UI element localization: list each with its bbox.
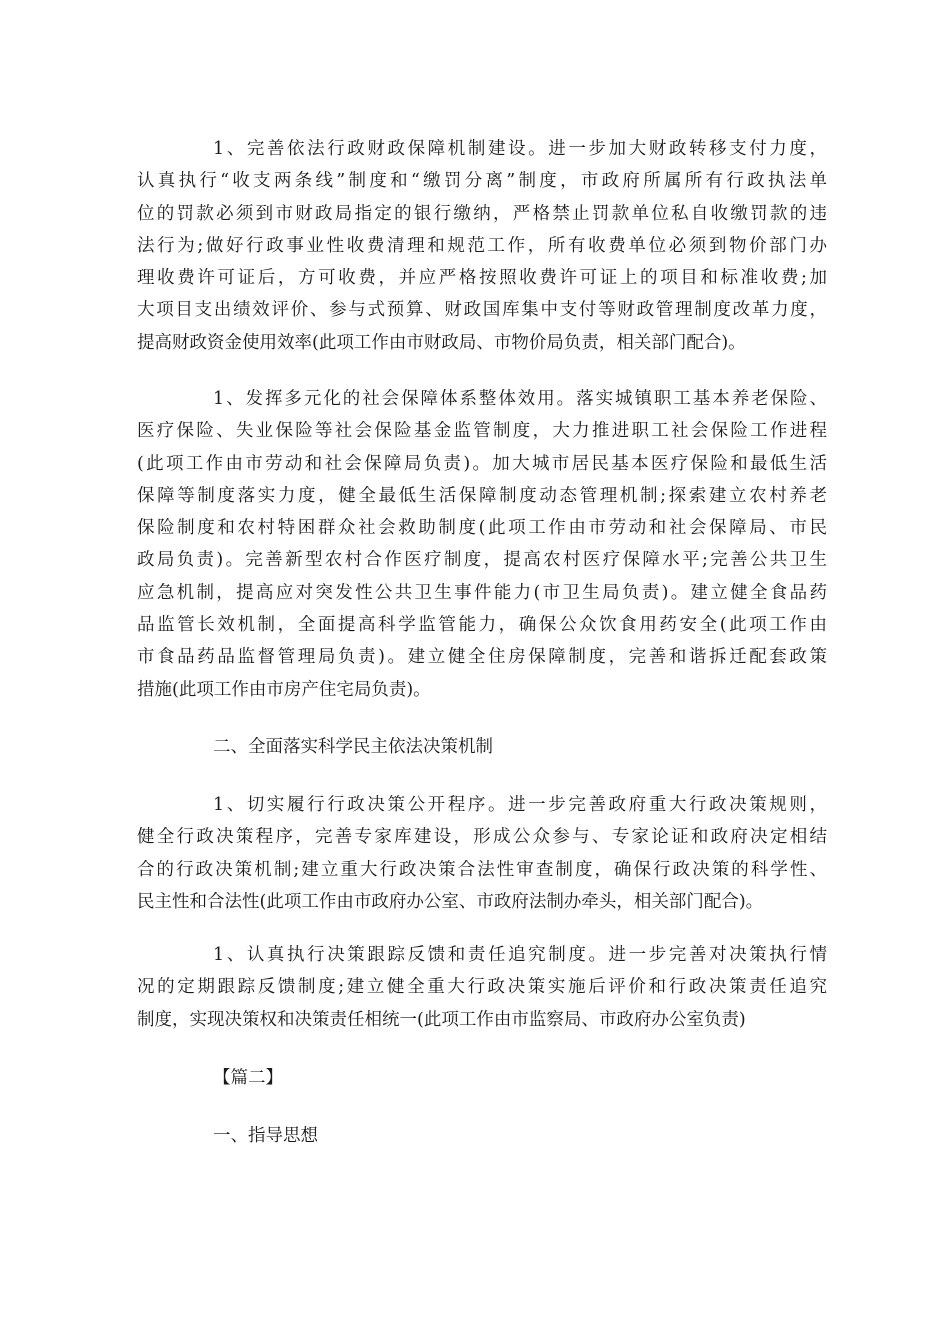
paragraph-line: 医疗保险、失业保险等社会保险基金监管制度，大力推进职工社会保险工作进程 xyxy=(137,421,827,442)
paragraph-line: 大项目支出绩效评价、参与式预算、财政国库集中支付等财政管理制度改革力度， xyxy=(137,300,827,321)
paragraph-line: 1、切实履行行政决策公开程序。进一步完善政府重大行政决策规则， xyxy=(213,795,827,815)
paragraph-line: 应急机制，提高应对突发性公共卫生事件能力(市卫生局负责)。建立健全食品药 xyxy=(137,582,827,603)
paragraph-line: 保障等制度落实力度，健全最低生活保障制度动态管理机制;探索建立农村养老 xyxy=(137,485,827,506)
section-heading-decision-mechanism xyxy=(137,731,827,763)
paragraph-decision-tracking xyxy=(137,939,827,1036)
paragraph-line: 1、认真执行决策跟踪反馈和责任追究制度。进一步完善对决策执行情 xyxy=(213,945,827,965)
paragraph-line: 1、完善依法行政财政保障机制建设。进一步加大财政转移支付力度， xyxy=(213,139,827,159)
paragraph-line: 保险制度和农村特困群众社会救助制度(此项工作由市劳动和社会保障局、市民 xyxy=(137,518,827,539)
paragraph-line: 况的定期跟踪反馈制度;建立健全重大行政决策实施后评价和行政决策责任追究 xyxy=(137,977,827,998)
paragraph-social-security xyxy=(137,383,827,706)
paragraph-line: 政局负责)。完善新型农村合作医疗制度，提高农村医疗保障水平;完善公共卫生 xyxy=(137,550,827,571)
paragraph-line: 合的行政决策机制;建立重大行政决策合法性审查制度，确保行政决策的科学性、 xyxy=(137,859,827,880)
paragraph-fiscal-guarantee xyxy=(137,133,827,359)
paragraph-line: 市食品药品监督管理局负责)。建立健全住房保障制度，完善和谐拆迁配套政策 xyxy=(137,647,827,668)
paragraph-line: 提高财政资金使用效率(此项工作由市财政局、市物价局负责，相关部门配合)。 xyxy=(137,332,746,353)
paragraph-line: 理收费许可证后，方可收费，并应严格按照收费许可证上的项目和标准收费;加 xyxy=(137,268,827,289)
paragraph-line: 认真执行“收支两条线”制度和“缴罚分离”制度，市政府所属所有行政执法单 xyxy=(137,171,827,192)
paragraph-line: 法行为;做好行政事业性收费清理和规范工作，所有收费单位必须到物价部门办 xyxy=(137,235,827,256)
paragraph-decision-procedure xyxy=(137,789,827,918)
paragraph-line: 民主性和合法性(此项工作由市政府办公室、市政府法制办牵头，相关部门配合)。 xyxy=(137,891,764,912)
paragraph-line: 制度，实现决策权和决策责任相统一(此项工作由市监察局、市政府办公室负责) xyxy=(137,1009,746,1030)
paragraph-line: 措施(此项工作由市房产住宅局负责)。 xyxy=(137,679,431,700)
section-heading-guiding-ideology xyxy=(137,1120,827,1152)
section-heading-line: 【篇二】 xyxy=(213,1068,283,1088)
paragraph-line: 健全行政决策程序，完善专家库建设，形成公众参与、专家论证和政府决定相结 xyxy=(137,827,827,848)
paragraph-line: 位的罚款必须到市财政局指定的银行缴纳，严格禁止罚款单位私自收缴罚款的违 xyxy=(137,203,827,224)
paragraph-line: 品监管长效机制，全面提高科学监管能力，确保公众饮食用药安全(此项工作由 xyxy=(137,615,827,636)
section-heading-line: 一、指导思想 xyxy=(213,1126,318,1146)
paragraph-line: 1、发挥多元化的社会保障体系整体效用。落实城镇职工基本养老保险、 xyxy=(213,389,827,409)
section-heading-line: 二、全面落实科学民主依法决策机制 xyxy=(213,737,493,757)
section-label-part-two xyxy=(137,1062,827,1094)
paragraph-line: (此项工作由市劳动和社会保障局负责)。加大城市居民基本医疗保险和最低生活 xyxy=(137,453,827,474)
